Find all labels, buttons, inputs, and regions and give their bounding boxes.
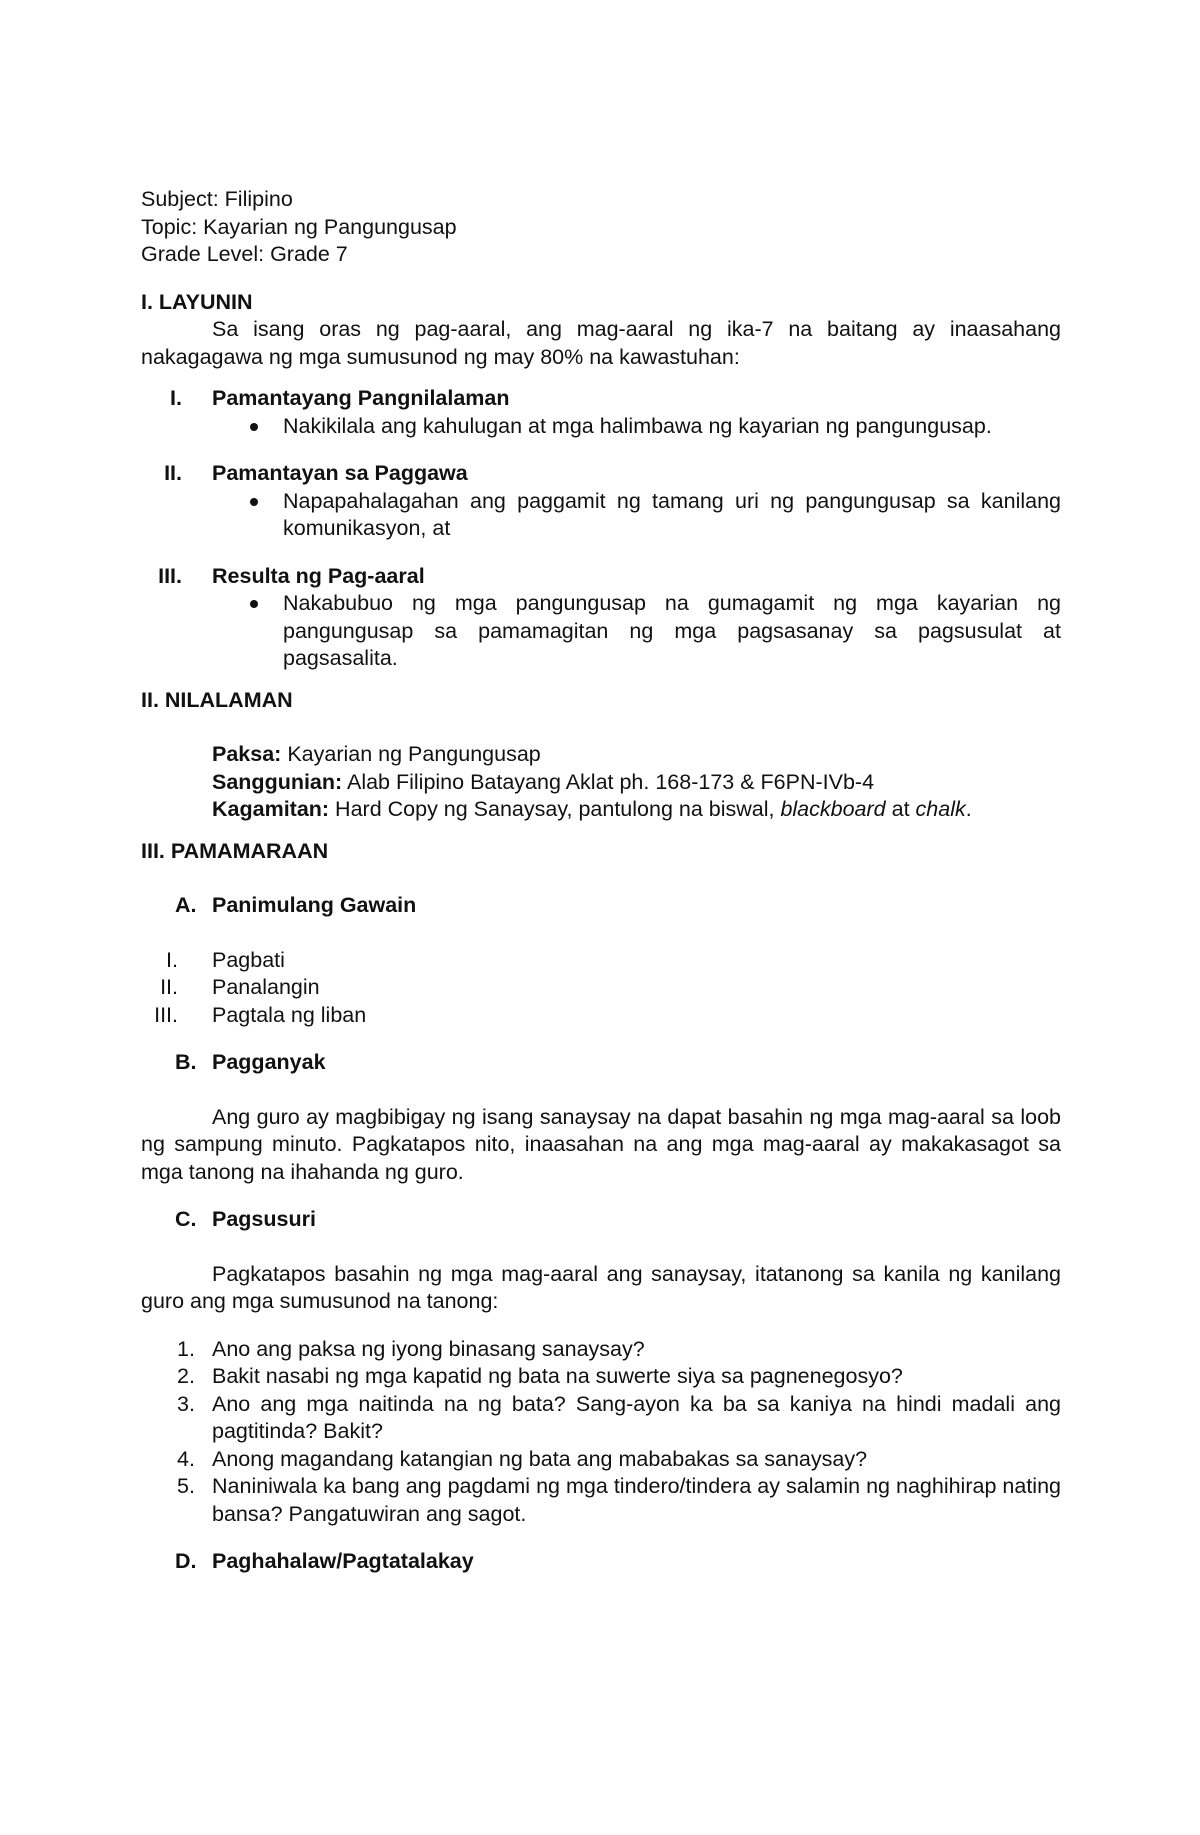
question-number: 4. <box>177 1446 195 1471</box>
question-text: Ano ang paksa ng iyong binasang sanaysay? <box>212 1336 645 1361</box>
layunin-intro-rest: nakagagawa ng mga sumusunod ng may 80% na kawastuhan: <box>141 344 740 369</box>
spacer <box>141 1186 1061 1206</box>
kagamitan-row <box>212 796 1061 824</box>
subject-line: Subject: Filipino <box>141 187 293 211</box>
spacer <box>141 824 1061 838</box>
spacer <box>141 269 1061 289</box>
question-text: Naniniwala ka bang ang pagdami ng mga tindero/tindera ay salamin ng naghihirap nating bansa? Pangatuwiran ang sagot. <box>212 1474 1061 1526</box>
list-number: III. <box>154 1002 178 1027</box>
section-c-heading <box>141 1206 1061 1234</box>
pagganyak-text: Ang guro ay magbibigay ng isang sanaysay na dapat basahin ng mga mag-aaral sa loob ng sampung minuto. Pagkatapos nito, inaasahan na ang mga mag-aaral ay makakasagot sa mga tanong na ihahanda ng guro. <box>141 1104 1061 1184</box>
bullet-icon <box>212 413 283 441</box>
section-title: Pagsusuri <box>212 1207 316 1231</box>
section-letter: D. <box>175 1549 197 1573</box>
spacer <box>141 714 1061 741</box>
section-a-heading <box>141 892 1061 920</box>
objective-title: Resulta ng Pag-aaral <box>212 563 425 588</box>
question-number: 1. <box>177 1336 195 1361</box>
objective-heading <box>141 460 1061 488</box>
objective-heading <box>141 385 1061 413</box>
question-number: 3. <box>177 1391 195 1416</box>
section-letter: A. <box>175 893 197 917</box>
spacer <box>141 1077 1061 1104</box>
objective-title: Pamantayang Pangnilalaman <box>212 386 510 410</box>
objective-title: Pamantayan sa Paggawa <box>212 461 468 485</box>
spacer <box>141 1316 1061 1336</box>
paksa-row <box>212 741 1061 769</box>
spacer <box>141 371 1061 385</box>
objective-number: I. <box>170 386 182 410</box>
spacer <box>141 1029 1061 1049</box>
objective-bullet <box>141 413 1061 441</box>
kagamitan-period: . <box>965 797 972 821</box>
layunin-intro-first: Sa isang oras ng pag-aaral, ang mag-aaral ng ika-7 na baitang ay inaasahang <box>212 317 1061 341</box>
spacer <box>141 920 1061 947</box>
spacer <box>141 1528 1061 1548</box>
section-title: Panimulang Gawain <box>212 893 417 917</box>
spacer <box>141 673 1061 687</box>
section-d-heading <box>141 1548 1061 1576</box>
question-text: Ano ang mga naitinda na ng bata? Sang-ayon ka ba sa kaniya na hindi madali ang pagtitinda? Bakit? <box>212 1391 1061 1443</box>
pagsusuri-paragraph <box>141 1261 1061 1316</box>
objective-bullet-text: Nakabubuo ng mga pangungusap na gumagamit ng mga kayarian ng pangungusap sa pamamagitan ng mga pagsasanay sa pagsusulat at pagsasalita. <box>283 591 1061 670</box>
sanggunian-row <box>212 769 1061 797</box>
kagamitan-conj: at <box>885 797 916 821</box>
question-text: Anong magandang katangian ng bata ang mababakas sa sanaysay? <box>212 1446 868 1471</box>
list-item <box>141 947 1061 975</box>
kagamitan-chalk: chalk <box>915 797 966 821</box>
bullet-icon <box>212 590 283 673</box>
question-text: Bakit nasabi ng mga kapatid ng bata na suwerte siya sa pagnenegosyo? <box>212 1364 903 1388</box>
sanggunian-label: Sanggunian: <box>212 769 343 794</box>
objective-number: III. <box>158 563 182 588</box>
spacer <box>141 440 1061 460</box>
section-letter: C. <box>175 1207 197 1231</box>
list-text: Pagtala ng liban <box>212 1002 367 1027</box>
kagamitan-value: Hard Copy ng Sanaysay, pantulong na biswal, <box>329 797 781 821</box>
question-item <box>141 1336 1061 1364</box>
lesson-plan-page <box>141 186 1061 1576</box>
list-number: II. <box>160 975 178 999</box>
topic-line: Topic: Kayarian ng Pangungusap <box>141 214 457 239</box>
list-text: Pagbati <box>212 947 285 972</box>
spacer <box>141 543 1061 563</box>
objective-bullet <box>141 590 1061 673</box>
section-title: Paghahalaw/Pagtatalakay <box>212 1549 474 1573</box>
section-title: Pagganyak <box>212 1050 326 1074</box>
nilalaman-details <box>141 741 1061 824</box>
objective-bullet <box>141 488 1061 543</box>
layunin-heading: I. LAYUNIN <box>141 289 253 314</box>
objective-heading <box>141 563 1061 591</box>
list-number: I. <box>166 947 178 972</box>
paksa-value: Kayarian ng Pangungusap <box>281 742 541 766</box>
objective-bullet-text: Nakikilala ang kahulugan at mga halimbawa ng kayarian ng pangungusap. <box>283 413 992 438</box>
paksa-label: Paksa: <box>212 742 282 766</box>
question-item <box>141 1391 1061 1446</box>
question-item <box>141 1446 1061 1474</box>
bullet-icon <box>212 488 283 543</box>
section-b-heading <box>141 1049 1061 1077</box>
pagganyak-paragraph <box>141 1104 1061 1187</box>
question-item <box>141 1473 1061 1528</box>
pagsusuri-text: Pagkatapos basahin ng mga mag-aaral ang sanaysay, itatanong sa kanila ng kanilang guro ang mga sumusunod na tanong: <box>141 1261 1061 1313</box>
spacer <box>141 865 1061 892</box>
objective-number: II. <box>164 461 182 485</box>
kagamitan-label: Kagamitan: <box>212 797 330 821</box>
grade-line: Grade Level: Grade 7 <box>141 242 348 266</box>
nilalaman-heading: II. NILALAMAN <box>141 687 293 712</box>
question-number: 2. <box>177 1364 195 1388</box>
pamamaraan-heading: III. PAMAMARAAN <box>141 838 329 863</box>
sanggunian-value: Alab Filipino Batayang Aklat ph. 168-173 & F6PN-IVb-4 <box>342 769 875 794</box>
kagamitan-blackboard: blackboard <box>780 797 886 821</box>
list-item <box>141 974 1061 1002</box>
question-item <box>141 1363 1061 1391</box>
objective-bullet-text: Napapahalagahan ang paggamit ng tamang uri ng pangungusap sa kanilang komunikasyon, at <box>283 488 1061 540</box>
section-letter: B. <box>175 1050 197 1074</box>
list-item <box>141 1002 1061 1030</box>
list-text: Panalangin <box>212 975 320 999</box>
spacer <box>141 1234 1061 1261</box>
question-number: 5. <box>177 1474 195 1498</box>
